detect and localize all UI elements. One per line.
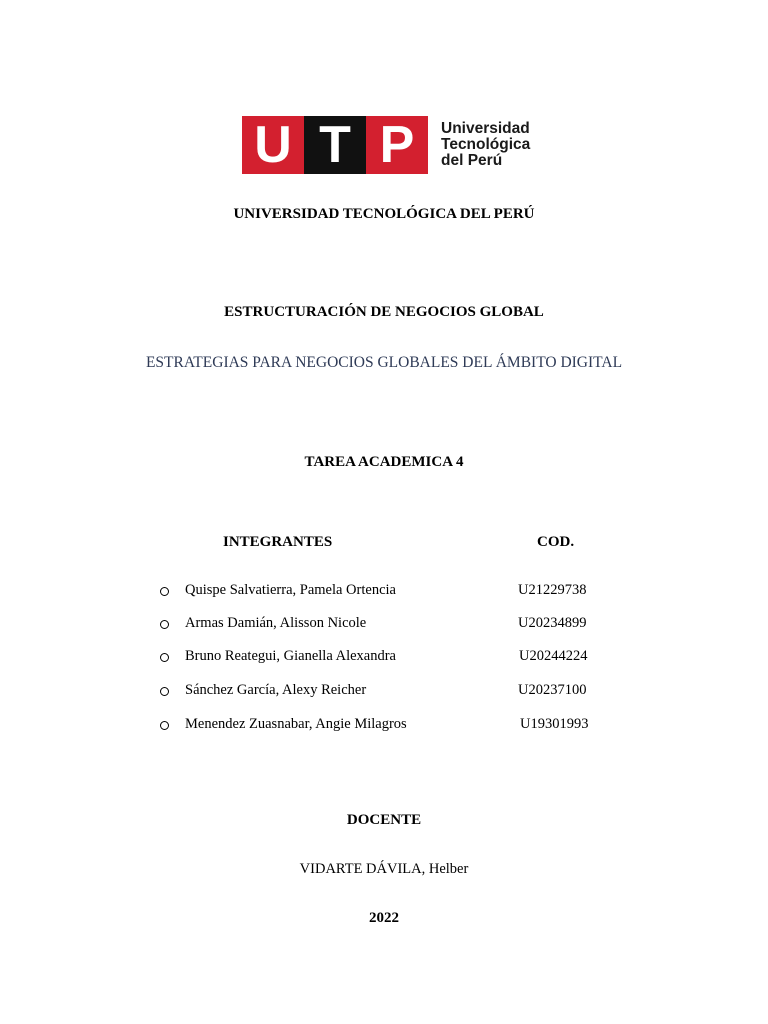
member-name: Sánchez García, Alexy Reicher: [185, 682, 367, 698]
list-item: [160, 648, 610, 668]
logo-wordmark: [441, 121, 530, 169]
member-name: Menendez Zuasnabar, Angie Milagros: [185, 716, 407, 732]
bullet-circle-icon: [160, 620, 169, 629]
member-name: Quispe Salvatierra, Pamela Ortencia: [185, 582, 396, 598]
members-header: INTEGRANTES: [223, 534, 333, 550]
member-code: U20244224: [519, 648, 588, 664]
logo-text-line-1: Universidad: [441, 120, 530, 137]
bullet-circle-icon: [160, 687, 169, 696]
logo-letter-t: T: [304, 116, 366, 174]
bullet-circle-icon: [160, 653, 169, 662]
utp-logo: [242, 116, 530, 174]
logo-text-line-2: Tecnológica: [441, 136, 531, 153]
code-header: COD.: [537, 534, 575, 550]
logo-letter-u: U: [242, 116, 304, 174]
topic-title: ESTRATEGIAS PARA NEGOCIOS GLOBALES DEL ÁMBITO DIGITAL: [145, 354, 623, 371]
list-item: [160, 582, 610, 602]
list-item: [160, 682, 610, 702]
list-item: [160, 615, 610, 635]
member-name: Bruno Reategui, Gianella Alexandra: [185, 648, 396, 664]
bullet-circle-icon: [160, 587, 169, 596]
member-code: U20234899: [518, 615, 587, 631]
member-name: Armas Damián, Alisson Nicole: [185, 615, 367, 631]
assignment-title: TAREA ACADEMICA 4: [304, 454, 464, 470]
member-code: U21229738: [518, 582, 587, 598]
logo-letter-p: P: [366, 116, 428, 174]
teacher-label: DOCENTE: [346, 812, 422, 828]
bullet-circle-icon: [160, 721, 169, 730]
course-title: ESTRUCTURACIÓN DE NEGOCIOS GLOBAL: [224, 304, 544, 320]
university-name: UNIVERSIDAD TECNOLÓGICA DEL PERÚ: [233, 206, 535, 222]
year: 2022: [369, 910, 399, 926]
member-code: U20237100: [518, 682, 587, 698]
logo-text-line-3: del Perú: [441, 152, 503, 169]
member-code: U19301993: [520, 716, 589, 732]
teacher-name: VIDARTE DÁVILA, Helber: [299, 861, 469, 877]
list-item: [160, 716, 610, 736]
